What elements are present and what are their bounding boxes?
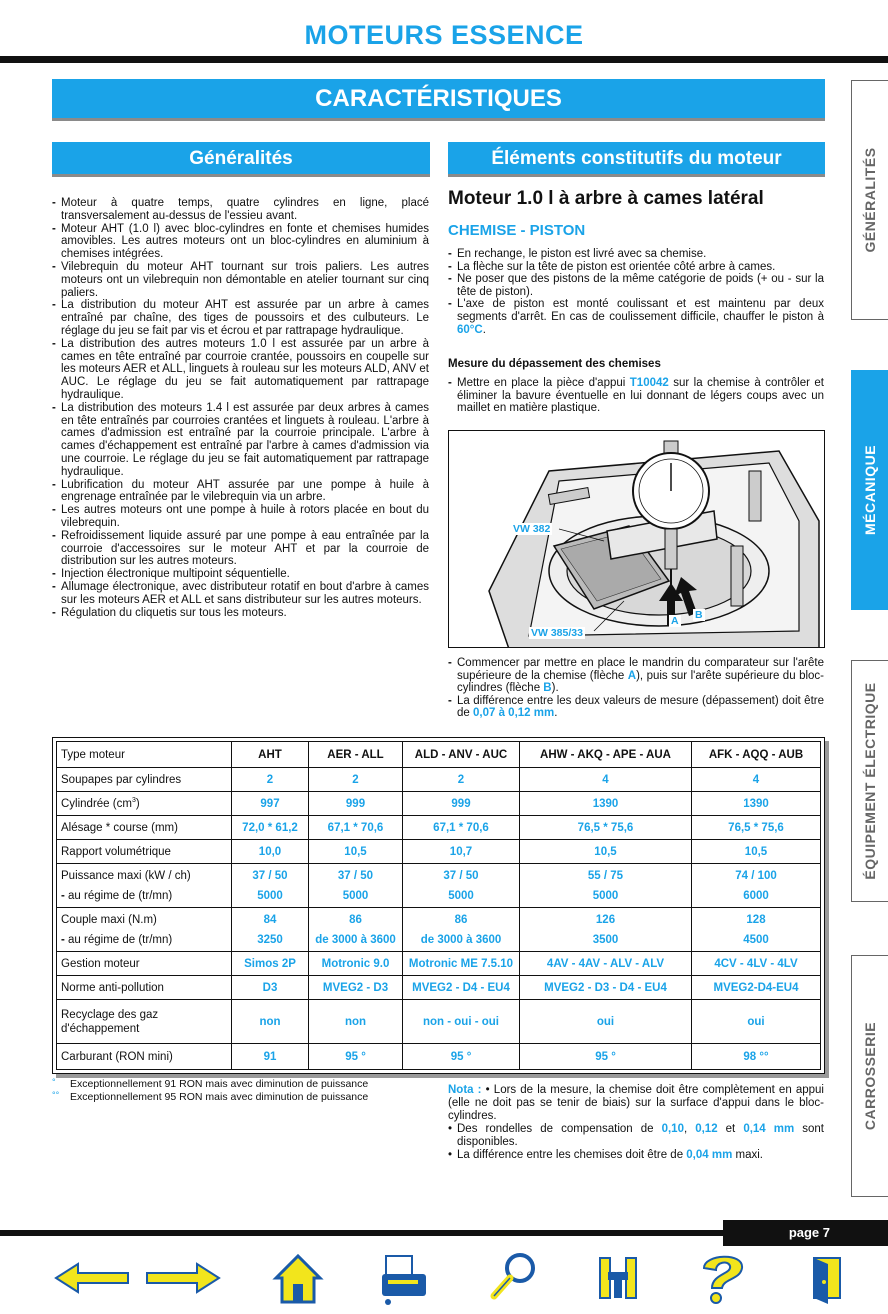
table-cell: 95 ° — [520, 1044, 692, 1070]
row-label-line: Puissance maxi (kW / ch) — [61, 869, 191, 882]
comparator-figure — [448, 430, 825, 648]
tab-carrosserie-label: CARROSSERIE — [862, 1021, 878, 1131]
nota-text: maxi. — [732, 1149, 763, 1161]
cell-line: 5000 — [448, 889, 474, 902]
list-item: - Régulation du cliquetis sur tous les moteurs. — [52, 607, 429, 620]
home-icon[interactable] — [272, 1250, 324, 1306]
row-label-line: d'échappement — [61, 1022, 140, 1035]
table-cell — [403, 908, 520, 952]
table-cell: 4CV - 4LV - 4LV — [692, 952, 821, 976]
list-item-text: La différence entre les deux valeurs de mesure (dépassement) doit être de — [457, 694, 824, 720]
cell-line: 84 — [263, 913, 277, 926]
nota-text: , — [683, 1123, 696, 1135]
engine-illustration — [449, 431, 825, 648]
list-item-text: Mettre en place la pièce d'appui — [457, 377, 630, 389]
table-cell — [692, 864, 821, 908]
cell-line: de 3000 à 3600 — [315, 933, 396, 946]
nota-paragraph — [448, 1084, 824, 1123]
label-b: B — [695, 609, 703, 621]
table-row — [57, 816, 821, 840]
list-item: - Moteur AHT (1.0 l) avec bloc-cylindres en fonte et chemises humides amovibles. Les autres moteurs ont un bloc-cylindres en aluminium à chemises intégrées. — [52, 223, 429, 261]
table-cell — [232, 908, 309, 952]
label-vw382: VW 382 — [513, 523, 551, 535]
table-cell: 76,5 * 75,6 — [692, 816, 821, 840]
list-item: - Allumage électronique, avec distributeur rotatif en bout d'arbre à cames sur les moteurs AER et ALL et sans distributeur sur les autres moteurs. — [52, 581, 429, 607]
cell-line: 128 — [746, 913, 766, 926]
list-item — [448, 377, 824, 415]
arrow-right-icon[interactable] — [143, 1250, 223, 1300]
table-header: AER - ALL — [309, 742, 403, 768]
top-divider — [0, 56, 888, 63]
table-cell — [692, 908, 821, 952]
table-cell: Simos 2P — [232, 952, 309, 976]
table-cell: 72,0 * 61,2 — [232, 816, 309, 840]
footnote-symbol: °° — [52, 1089, 60, 1100]
table-header: AHT — [232, 742, 309, 768]
table-header: AHW - AKQ - APE - AUA — [520, 742, 692, 768]
generalites-header: Généralités — [52, 142, 430, 177]
help-icon[interactable] — [690, 1250, 752, 1306]
spec-table — [52, 737, 825, 1074]
list-item: - La flèche sur la tête de piston est orientée côté arbre à cames. — [448, 261, 824, 274]
table-cell: 4AV - 4AV - ALV - ALV — [520, 952, 692, 976]
tab-equipement-label: ÉQUIPEMENT ÉLECTRIQUE — [862, 682, 878, 880]
row-label-text: au régime de (tr/mn) — [68, 889, 173, 902]
list-item-text: . — [554, 707, 558, 720]
cell-line: 86 — [454, 913, 468, 926]
cell-line: 6000 — [743, 889, 769, 902]
tab-mecanique-label: MÉCANIQUE — [862, 444, 878, 536]
table-cell: 67,1 * 70,6 — [309, 816, 403, 840]
table-cell: 2 — [309, 768, 403, 792]
table-header: ALD - ANV - AUC — [403, 742, 520, 768]
cell-line: 5000 — [592, 889, 619, 902]
table-cell: D3 — [232, 976, 309, 1000]
tab-mecanique[interactable] — [851, 370, 888, 610]
table-header: AFK - AQQ - AUB — [692, 742, 821, 768]
table-cell: 95 ° — [309, 1044, 403, 1070]
table-header-row — [57, 742, 821, 768]
row-label — [57, 864, 232, 908]
tab-generalites-label: GÉNÉRALITÉS — [862, 147, 878, 253]
bullet: • — [485, 1084, 490, 1096]
list-item: - Les autres moteurs ont une pompe à huile à rotors placée en bout du vilebrequin. — [52, 504, 429, 530]
nota-value: 0,10 — [661, 1123, 684, 1135]
row-label-line: Couple maxi (N.m) — [61, 913, 157, 926]
cell-line: 74 / 100 — [735, 869, 777, 882]
label-vw385: VW 385/33 — [531, 627, 583, 639]
cell-line: 4500 — [743, 933, 769, 946]
spec-table-grid — [56, 741, 821, 1070]
print-icon[interactable] — [378, 1250, 430, 1306]
table-cell: 67,1 * 70,6 — [403, 816, 520, 840]
nota-paragraph — [448, 1149, 824, 1162]
nota-paragraph — [448, 1123, 824, 1149]
bullet: • — [448, 1149, 453, 1161]
list-item: - Injection électronique multipoint séquentielle. — [52, 568, 429, 581]
cell-line: 37 / 50 — [443, 869, 479, 882]
table-cell: non - oui - oui — [403, 1000, 520, 1044]
list-item: - Refroidissement liquide assuré par une pompe à eau entraînée par la courroie d'accessoires sur le moteur AHT et par la courroie de distribution sur les autres moteurs. — [52, 530, 429, 568]
table-cell: 10,5 — [520, 840, 692, 864]
cell-line: 5000 — [342, 889, 369, 902]
piston-temperature: 60°C — [457, 323, 483, 336]
tab-generalites[interactable] — [851, 80, 888, 320]
list-item-text: L'axe de piston est monté coulissant et est maintenu par deux segments d'arrêt. En cas de coulissement difficile, chauffer le piston à — [457, 298, 824, 323]
nota-value: 0,04 mm — [686, 1149, 733, 1161]
depassement-value: 0,07 à 0,12 mm — [473, 707, 555, 720]
table-cell — [309, 864, 403, 908]
footnote-symbol: ° — [52, 1077, 56, 1087]
bullet: • — [448, 1123, 453, 1135]
row-label — [57, 1000, 232, 1044]
table-cell: oui — [692, 1000, 821, 1044]
moteur-title: Moteur 1.0 l à arbre à cames latéral — [448, 188, 764, 209]
table-cell: 4 — [692, 768, 821, 792]
tool-reference: T10042 — [629, 377, 669, 389]
table-cell: 10,5 — [309, 840, 403, 864]
table-cell: 10,5 — [692, 840, 821, 864]
row-label — [57, 792, 232, 816]
table-row — [57, 840, 821, 864]
cell-line: 5000 — [257, 889, 283, 902]
search-icon[interactable] — [488, 1250, 540, 1306]
list-item: - En rechange, le piston est livré avec sa chemise. — [448, 248, 824, 261]
cell-line: 55 / 75 — [587, 869, 624, 882]
index-icon[interactable] — [594, 1250, 646, 1306]
table-cell: 1390 — [520, 792, 692, 816]
table-cell: Motronic ME 7.5.10 — [403, 952, 520, 976]
footnote — [52, 1091, 368, 1104]
row-label: Carburant (RON mini) — [57, 1044, 232, 1070]
table-cell: 999 — [403, 792, 520, 816]
page-title: MOTEURS ESSENCE — [304, 20, 584, 50]
exit-icon[interactable] — [806, 1250, 846, 1306]
chemise-list — [448, 248, 824, 336]
mesure-steps-list — [448, 657, 824, 720]
table-row — [57, 1044, 821, 1070]
list-item-text: sur la chemise à contrôler et éliminer la bavure éventuelle en lui donnant de légers coups avec un maillet en matière plastique. — [457, 377, 824, 415]
label-a: A — [671, 615, 679, 627]
nota-text: Lors de la mesure, la chemise doit être complètement en appui (elle ne doit pas se tenir de biais) sur la surface d'appui dans le bloc-cylindres. — [448, 1084, 824, 1122]
row-label-sup: 3 — [131, 797, 136, 805]
tab-carrosserie[interactable] — [851, 955, 888, 1197]
mesure-title: Mesure du dépassement des chemises — [448, 358, 661, 370]
nota-text: Des rondelles de compensation de — [457, 1123, 662, 1135]
list-item: - La distribution du moteur AHT est assurée par un arbre à cames entraîné par chaîne, des tiges de poussoirs et des culbuteurs. Le réglage du jeu se fait par vis et écrou et par rattrapage hydraulique. — [52, 299, 429, 337]
cell-line: 3250 — [257, 933, 283, 946]
row-label: Norme anti-pollution — [57, 976, 232, 1000]
nota-text: La différence entre les chemises doit être de — [457, 1149, 687, 1161]
row-label: Gestion moteur — [57, 952, 232, 976]
list-item: - Ne poser que des pistons de la même catégorie de poids (+ ou - sur la tête de piston). — [448, 273, 824, 298]
table-cell: 10,7 — [403, 840, 520, 864]
list-item: - Vilebrequin du moteur AHT tournant sur trois paliers. Les autres moteurs ont un vilebrequin non démontable en atelier tournant sur cinq paliers. — [52, 261, 429, 299]
row-label: Rapport volumétrique — [57, 840, 232, 864]
table-cell — [403, 864, 520, 908]
list-item: - L'axe de piston est monté coulissant et est maintenu par deux segments d'arrêt. En cas de coulissement difficile, chauffer le piston à 60°C. — [448, 298, 824, 336]
table-row — [57, 792, 821, 816]
table-cell: 10,0 — [232, 840, 309, 864]
mesure-list — [448, 377, 824, 415]
cell-line: 126 — [595, 913, 616, 926]
list-item: - Lubrification du moteur AHT assurée par une pompe à huile à engrenage entraînée par le vilebrequin via un arbre. — [52, 479, 429, 505]
arrow-left-icon[interactable] — [52, 1250, 132, 1300]
table-cell: 91 — [232, 1044, 309, 1070]
row-label-line: - au régime de (tr/mn) — [61, 889, 173, 902]
table-cell: 95 ° — [403, 1044, 520, 1070]
table-cell: non — [309, 1000, 403, 1044]
table-cell — [520, 908, 692, 952]
list-item-text: ). — [551, 682, 559, 695]
footnote — [52, 1078, 368, 1091]
table-row — [57, 768, 821, 792]
nota-value: 0,14 mm — [743, 1123, 795, 1135]
row-label: Soupapes par cylindres — [57, 768, 232, 792]
table-row — [57, 908, 821, 952]
list-item — [448, 695, 824, 720]
table-cell — [520, 864, 692, 908]
table-cell: 2 — [403, 768, 520, 792]
table-cell — [309, 908, 403, 952]
table-cell — [232, 864, 309, 908]
cell-line: 37 / 50 — [337, 869, 374, 882]
table-cell: non — [232, 1000, 309, 1044]
row-label: Alésage * course (mm) — [57, 816, 232, 840]
list-item-text: Commencer par mettre en place le mandrin du comparateur sur l'arête supérieure de la chemise (flèche — [457, 657, 824, 682]
table-row — [57, 952, 821, 976]
row-label-line: Recyclage des gaz — [61, 1008, 159, 1021]
table-row — [57, 864, 821, 908]
table-cell: 98 °° — [692, 1044, 821, 1070]
table-cell: 76,5 * 75,6 — [520, 816, 692, 840]
table-cell: oui — [520, 1000, 692, 1044]
page-number: page 7 — [723, 1220, 888, 1246]
row-label-text: au régime de (tr/mn) — [68, 933, 173, 946]
table-cell: 999 — [309, 792, 403, 816]
list-item: - Moteur à quatre temps, quatre cylindres en ligne, placé transversalement au-dessus de l'essieu avant. — [52, 197, 429, 223]
table-row — [57, 1000, 821, 1044]
table-header: Type moteur — [57, 742, 232, 768]
row-label-line: - au régime de (tr/mn) — [61, 933, 173, 946]
list-item: - La distribution des moteurs 1.4 l est assurée par deux arbres à cames en tête entraînés par courroies crantées et linguets à rouleau. L'arbre à cames d'admission est entraîné par la courroie principale. L'arbre à cames d'échappement est entraîné par l'arbre à cames d'admission via une courroie. Le réglage du jeu se fait automatiquement par rattrapage hydraulique. — [52, 402, 429, 479]
table-row — [57, 976, 821, 1000]
list-item — [448, 657, 824, 695]
arrow-b-ref: B — [543, 682, 552, 695]
table-cell: MVEG2-D4-EU4 — [692, 976, 821, 1000]
generalites-list — [52, 197, 429, 619]
row-label-text: Cylindrée (cm — [61, 797, 132, 810]
list-item-text: ), puis sur l'arête supérieure du bloc-cylindres (flèche — [457, 669, 824, 695]
table-cell: 4 — [520, 768, 692, 792]
table-cell: MVEG2 - D3 - D4 - EU4 — [520, 976, 692, 1000]
main-section-header: CARACTÉRISTIQUES — [52, 79, 825, 121]
footnotes — [52, 1078, 368, 1103]
footnote-text: Exceptionnellement 95 RON mais avec diminution de puissance — [70, 1090, 369, 1103]
arrow-a-ref: A — [627, 669, 637, 682]
row-label-text: ) — [135, 797, 140, 810]
cell-line: 3500 — [592, 933, 619, 946]
footnote-text: Exceptionnellement 91 RON mais avec diminution de puissance — [70, 1078, 369, 1090]
list-item: - La distribution des autres moteurs 1.0 l est assurée par un arbre à cames en tête entraîné par courroie crantée, poussoirs en coupelle sur les moteurs AER et ALL, linguets à rouleau sur les moteurs ALD, ANV et AUC. Le réglage du jeu se fait automatiquement par rattrapage hydraulique. — [52, 338, 429, 402]
nota-value: 0,12 — [695, 1123, 718, 1135]
table-cell: 1390 — [692, 792, 821, 816]
elements-header: Éléments constitutifs du moteur — [448, 142, 825, 177]
row-label — [57, 908, 232, 952]
table-cell: MVEG2 - D3 — [309, 976, 403, 1000]
nota-block — [448, 1084, 824, 1162]
cell-line: 86 — [349, 913, 362, 926]
chemise-piston-title: CHEMISE - PISTON — [448, 222, 586, 239]
tab-equipement-electrique[interactable] — [851, 660, 888, 902]
cell-line: de 3000 à 3600 — [420, 933, 502, 946]
nota-text: sont disponibles. — [457, 1123, 824, 1148]
table-cell: Motronic 9.0 — [309, 952, 403, 976]
table-cell: 2 — [232, 768, 309, 792]
table-cell: MVEG2 - D4 - EU4 — [403, 976, 520, 1000]
nota-text: et — [717, 1123, 744, 1135]
table-cell: 997 — [232, 792, 309, 816]
nota-label: Nota : — [448, 1084, 482, 1096]
cell-line: 37 / 50 — [252, 869, 288, 882]
